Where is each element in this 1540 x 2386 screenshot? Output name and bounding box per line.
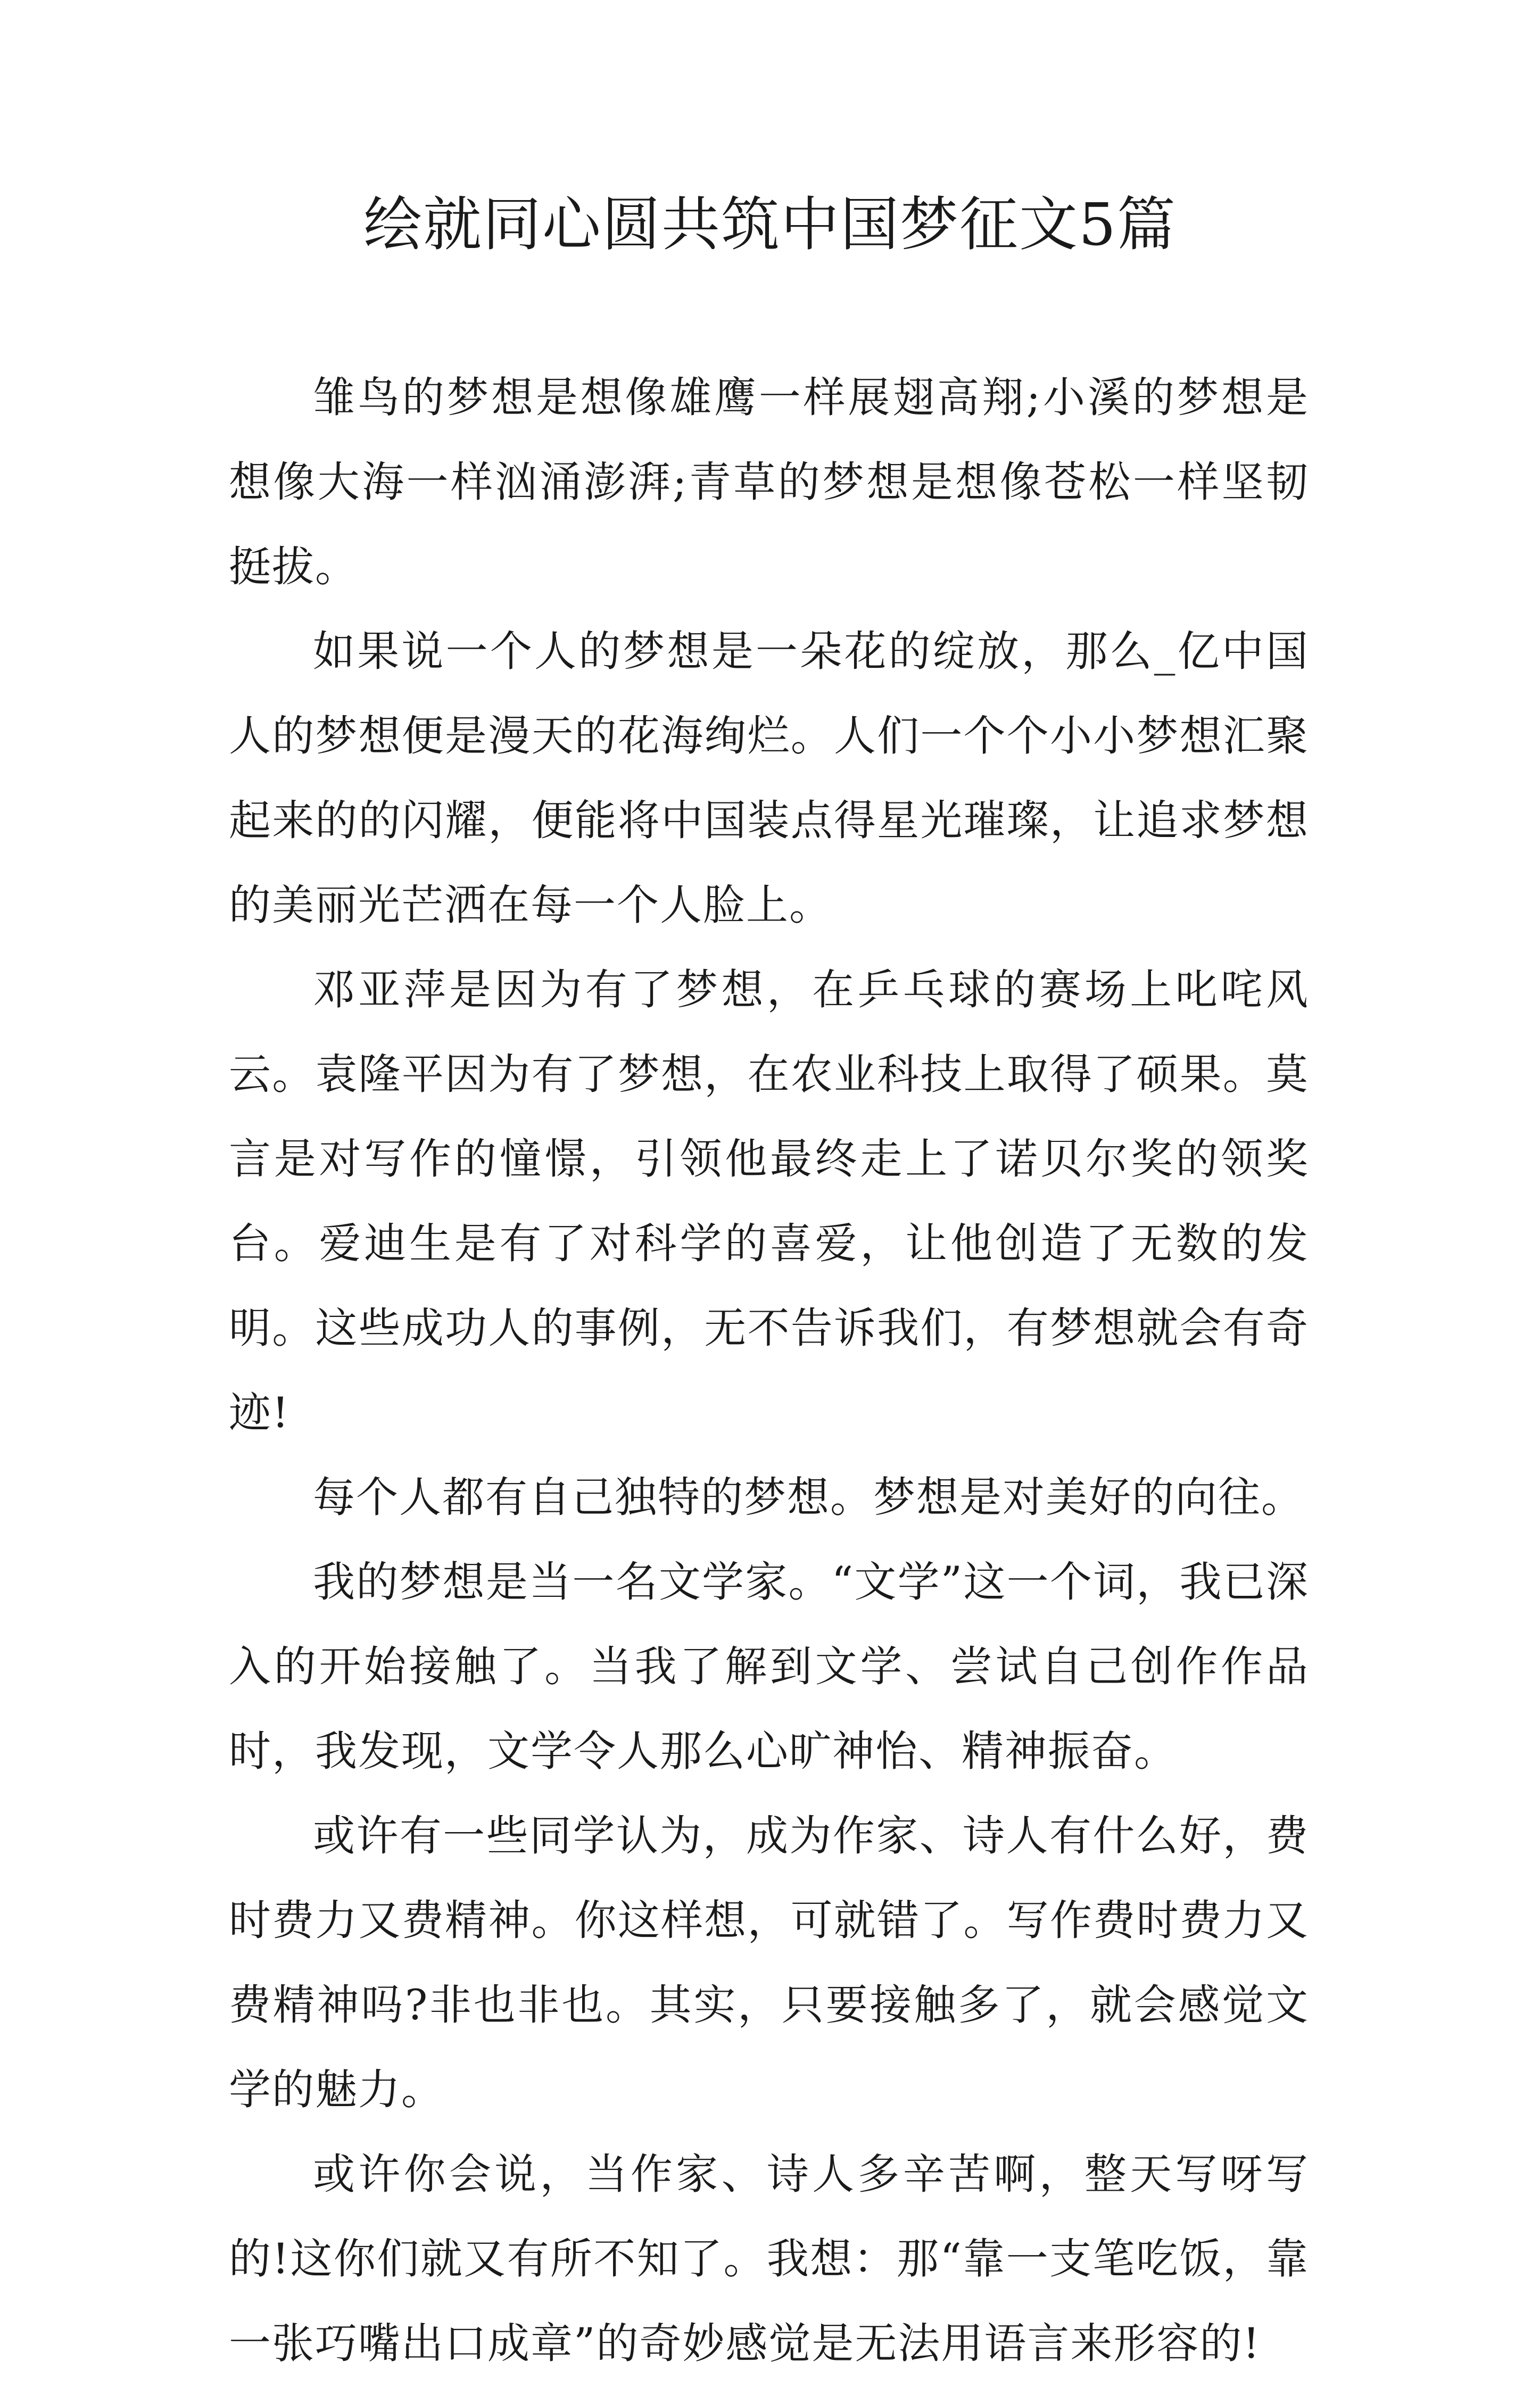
document-title: 绘就同心圆共筑中国梦征文5篇 xyxy=(363,190,1177,259)
document-body xyxy=(229,355,1309,2386)
paragraph-2: 如果说一个人的梦想是一朵花的绽放，那么_亿中国人的梦想便是漫天的花海绚烂。人们一个个小小梦想汇聚起来的的闪耀，便能将中国装点得星光璀璨，让追求梦想的美丽光芒洒在每一个人脸上。 xyxy=(229,627,1309,930)
paragraph-7: 或许你会说，当作家、诗人多辛苦啊，整天写呀写的!这你们就又有所不知了。我想：那“靠一支笔吃饭，靠一张巧嘴出口成章”的奇妙感觉是无法用语言来形容的! xyxy=(229,2150,1309,2368)
paragraph-1: 雏鸟的梦想是想像雄鹰一样展翅高翔;小溪的梦想是想像大海一样汹涌澎湃;青草的梦想是想像苍松一样坚韧挺拔。 xyxy=(229,373,1309,591)
paragraph-5: 我的梦想是当一名文学家。“文学”这一个词，我已深入的开始接触了。当我了解到文学、尝试自己创作作品时，我发现，文学令人那么心旷神怡、精神振奋。 xyxy=(229,1557,1309,1776)
paragraph-4: 每个人都有自己独特的梦想。梦想是对美好的向往。 xyxy=(313,1473,1304,1522)
paragraph-3: 邓亚萍是因为有了梦想，在乒乓球的赛场上叱咤风云。袁隆平因为有了梦想，在农业科技上取得了硕果。莫言是对写作的憧憬，引领他最终走上了诺贝尔奖的领奖台。爱迪生是有了对科学的喜爱，让他创造了无数的发明。这些成功人的事例，无不告诉我们，有梦想就会有奇迹! xyxy=(229,965,1309,1437)
paragraph-6: 或许有一些同学认为，成为作家、诗人有什么好，费时费力又费精神。你这样想，可就错了。写作费时费力又费精神吗?非也非也。其实，只要接触多了，就会感觉文学的魅力。 xyxy=(229,1811,1309,2114)
